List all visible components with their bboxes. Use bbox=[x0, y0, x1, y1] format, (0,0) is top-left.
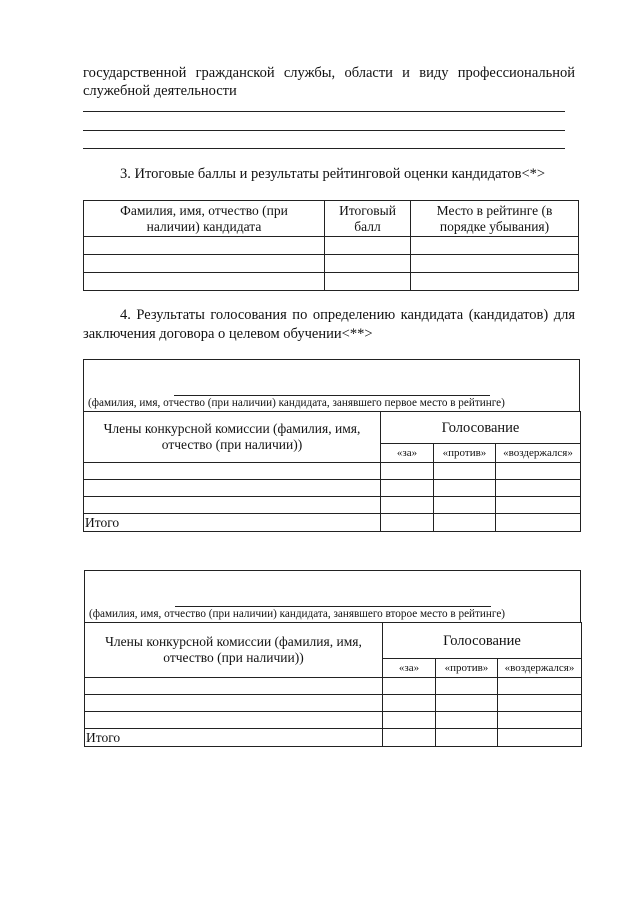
section-3-heading: 3. Итоговые баллы и результаты рейтинговой оценки кандидатов<*> bbox=[120, 166, 546, 182]
table-cell[interactable] bbox=[496, 463, 581, 480]
total-row bbox=[84, 514, 581, 532]
table-cell[interactable] bbox=[84, 237, 325, 255]
table-cell[interactable] bbox=[411, 237, 579, 255]
vote-block-second-place bbox=[84, 570, 581, 747]
vote-against-header: «против» bbox=[436, 659, 498, 678]
vote-abstain-header: «воздержался» bbox=[496, 444, 581, 463]
members-header: Члены конкурсной комиссии (фамилия, имя, отчество (при наличии)) bbox=[84, 412, 381, 463]
table-row bbox=[84, 255, 579, 273]
rating-table-header bbox=[84, 201, 579, 237]
table-row bbox=[85, 678, 582, 695]
voting-header: Голосование bbox=[383, 623, 582, 659]
table-row bbox=[85, 712, 582, 729]
table-cell[interactable] bbox=[436, 695, 498, 712]
table-row bbox=[84, 480, 581, 497]
vote-for-header: «за» bbox=[383, 659, 436, 678]
table-cell[interactable] bbox=[85, 712, 383, 729]
table-cell[interactable] bbox=[496, 480, 581, 497]
table-cell[interactable] bbox=[498, 712, 582, 729]
table-cell[interactable] bbox=[434, 463, 496, 480]
section-4-heading: 4. Результаты голосования по определению кандидата (кандидатов) для заключения договора о целевом обучении<**> bbox=[83, 307, 575, 342]
table-cell[interactable] bbox=[85, 678, 383, 695]
table-cell[interactable] bbox=[411, 273, 579, 291]
table-cell[interactable] bbox=[85, 695, 383, 712]
table-cell[interactable] bbox=[381, 463, 434, 480]
table-cell[interactable] bbox=[496, 497, 581, 514]
candidate-caption: (фамилия, имя, отчество (при наличии) кандидата, занявшего второе место в рейтинге) bbox=[89, 608, 506, 620]
table-cell[interactable] bbox=[436, 712, 498, 729]
table-cell[interactable] bbox=[84, 255, 325, 273]
table-cell[interactable] bbox=[84, 463, 381, 480]
table-cell[interactable] bbox=[325, 237, 411, 255]
fill-line bbox=[83, 148, 565, 149]
table-cell[interactable] bbox=[383, 695, 436, 712]
table-cell[interactable] bbox=[383, 712, 436, 729]
voting-header: Голосование bbox=[381, 412, 581, 444]
candidate-caption: (фамилия, имя, отчество (при наличии) кандидата, занявшего первое место в рейтинге) bbox=[88, 397, 505, 409]
vote-table bbox=[83, 411, 581, 532]
candidate-name-line[interactable] bbox=[175, 606, 491, 607]
table-cell[interactable] bbox=[436, 678, 498, 695]
vote-for-header: «за» bbox=[381, 444, 434, 463]
table-cell[interactable] bbox=[434, 514, 496, 532]
total-label: Итого bbox=[84, 514, 381, 532]
header-score: Итоговый балл bbox=[325, 201, 411, 237]
table-cell[interactable] bbox=[436, 729, 498, 747]
table-cell[interactable] bbox=[84, 480, 381, 497]
candidate-box bbox=[83, 359, 580, 411]
table-row bbox=[84, 273, 579, 291]
vote-block-first-place bbox=[83, 359, 580, 532]
intro-paragraph bbox=[83, 64, 575, 100]
table-cell[interactable] bbox=[434, 480, 496, 497]
table-cell[interactable] bbox=[411, 255, 579, 273]
vote-table bbox=[84, 622, 582, 747]
table-cell[interactable] bbox=[84, 497, 381, 514]
vote-abstain-header: «воздержался» bbox=[498, 659, 582, 678]
table-cell[interactable] bbox=[381, 480, 434, 497]
rating-table bbox=[83, 200, 579, 291]
table-cell[interactable] bbox=[381, 497, 434, 514]
total-row bbox=[85, 729, 582, 747]
table-cell[interactable] bbox=[498, 729, 582, 747]
table-row bbox=[85, 695, 582, 712]
table-row bbox=[84, 237, 579, 255]
table-cell[interactable] bbox=[84, 273, 325, 291]
fill-line bbox=[83, 111, 565, 112]
table-cell[interactable] bbox=[325, 273, 411, 291]
table-cell[interactable] bbox=[325, 255, 411, 273]
intro-line-1: государственной гражданской службы, области и виду профессиональной bbox=[83, 65, 575, 81]
fill-line bbox=[83, 130, 565, 131]
table-cell[interactable] bbox=[498, 695, 582, 712]
candidate-box bbox=[84, 570, 581, 622]
total-label: Итого bbox=[85, 729, 383, 747]
header-rank: Место в рейтинге (в порядке убывания) bbox=[411, 201, 579, 237]
candidate-name-line[interactable] bbox=[174, 395, 490, 396]
table-cell[interactable] bbox=[383, 678, 436, 695]
table-cell[interactable] bbox=[383, 729, 436, 747]
vote-against-header: «против» bbox=[434, 444, 496, 463]
table-row bbox=[84, 463, 581, 480]
intro-line-2: служебной деятельности bbox=[83, 83, 237, 99]
header-name: Фамилия, имя, отчество (при наличии) кандидата bbox=[84, 201, 325, 237]
table-cell[interactable] bbox=[381, 514, 434, 532]
table-cell[interactable] bbox=[496, 514, 581, 532]
table-cell[interactable] bbox=[498, 678, 582, 695]
table-cell[interactable] bbox=[434, 497, 496, 514]
table-row bbox=[84, 497, 581, 514]
members-header: Члены конкурсной комиссии (фамилия, имя, отчество (при наличии)) bbox=[85, 623, 383, 678]
